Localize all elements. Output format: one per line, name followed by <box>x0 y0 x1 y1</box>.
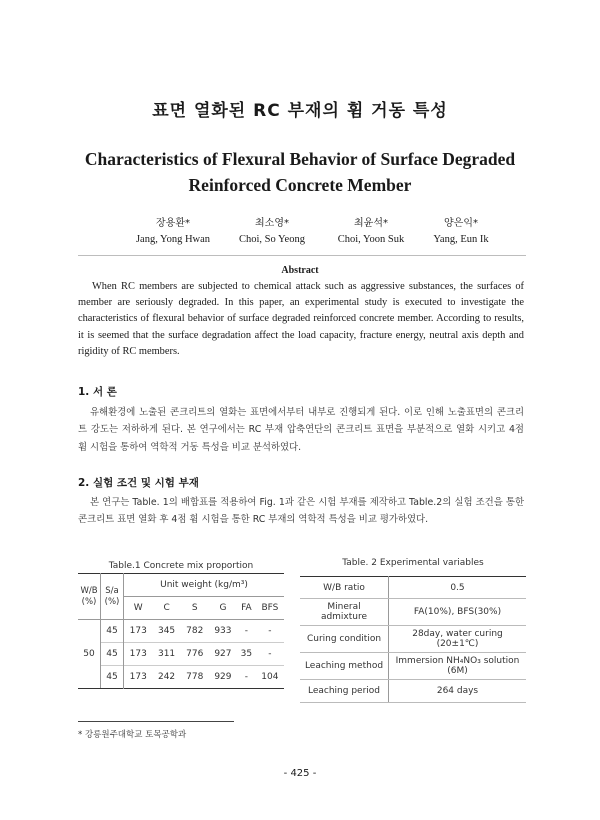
table-row <box>300 577 526 599</box>
table-cell-label: Curing condition <box>300 626 389 653</box>
table-cell: 927 <box>214 649 232 659</box>
author-1 <box>118 216 228 248</box>
paper-title-korean: 표면 열화된 RC 부재의 휨 거동 특성 <box>152 101 448 121</box>
table-cell: 778 <box>186 672 204 682</box>
abstract-heading: Abstract <box>281 265 319 276</box>
table-cell: 35 <box>240 649 253 659</box>
page-number: - 425 - <box>283 768 317 779</box>
author-name-english: Choi, So Yeong <box>239 234 305 245</box>
table-cell: 782 <box>186 626 204 636</box>
table-cell-label: W/B ratio <box>300 577 389 599</box>
author-name-korean: 양은익* <box>444 218 478 229</box>
table-cell: - <box>244 672 249 682</box>
table-column-header: G <box>219 603 227 613</box>
table-row <box>300 599 526 626</box>
table-cell: - <box>268 626 272 636</box>
table-cell-value: 0.5 <box>389 577 527 599</box>
table-cell-wb: 50 <box>78 620 101 689</box>
author-name-korean: 최윤석* <box>354 218 388 229</box>
section-1-heading: 1. 서 론 <box>78 386 117 398</box>
table-cell: 173 <box>129 649 147 659</box>
concrete-mix-table <box>78 573 284 689</box>
table-column-header: C <box>163 603 170 613</box>
table-cell-value: Immersion NH₄NO₃ solution (6M) <box>389 653 527 680</box>
table-1-caption: Table.1 Concrete mix proportion <box>108 561 254 571</box>
author-name-english: Choi, Yoon Suk <box>337 234 405 245</box>
table-cell: 45 <box>101 620 124 643</box>
table-row <box>78 666 284 689</box>
section-2-heading: 2. 실험 조건 및 시험 부재 <box>78 477 199 489</box>
table-cell: 345 <box>157 626 176 636</box>
table-cell: 933 <box>214 626 232 636</box>
table-column-header: W <box>133 603 143 613</box>
table-cell: 311 <box>157 649 176 659</box>
table-cell-value: FA(10%), BFS(30%) <box>389 599 527 626</box>
section-1-text: 유해환경에 노출된 콘크리트의 열화는 표면에서부터 내부로 진행되게 된다. 이로 인해 노출표면의 콘크리트 강도는 저하하게 된다. 본 연구에서는 RC 부재 압축연단의 콘크리트 표면을 부분적으로 열화 시키고 4점 휨 시험을 통하여 역학적 거동 특성을 비교 분석하였다. <box>78 407 524 453</box>
table-cell-value: 28day, water curing (20±1℃) <box>389 626 527 653</box>
table-row <box>300 680 526 703</box>
author-2 <box>217 216 327 248</box>
table-column-header: BFS <box>261 603 279 613</box>
table-cell: 104 <box>261 672 279 682</box>
table-cell: 45 <box>101 643 124 666</box>
author-name-korean: 최소영* <box>255 218 289 229</box>
table-header-unit-weight: Unit weight (kg/m³) <box>124 574 285 597</box>
author-name-korean: 장용환* <box>156 218 190 229</box>
paper-title-english: Characteristics of Flexural Behavior of Surface Degraded Reinforced Concrete Member <box>84 149 516 195</box>
table-row <box>78 620 284 643</box>
table-row <box>300 626 526 653</box>
table-cell: 929 <box>214 672 232 682</box>
abstract-text: When RC members are subjected to chemical attack such as aggressive substances, the surfaces of member are seriously degraded. In this paper, an experimental study is executed to investigate the characteristics of flexural behavior of surface degraded reinforced concrete member. According to results, it is seemed that the surface degradation affect the load capacity, fracture energy, neutral axis depth and rigidity of RC members. <box>78 281 524 357</box>
table-cell: 173 <box>129 672 147 682</box>
table-header-wb: W/B (%) <box>78 574 101 620</box>
table-cell: 45 <box>101 666 124 689</box>
table-row <box>78 643 284 666</box>
table-header-sa: S/a (%) <box>101 574 124 620</box>
table-cell: - <box>268 649 272 659</box>
footnote-divider <box>78 721 234 722</box>
table-cell-label: Leaching period <box>300 680 389 703</box>
table-cell-label: Mineral admixture <box>300 599 389 626</box>
table-row <box>300 653 526 680</box>
author-name-english: Yang, Eun Ik <box>433 234 489 245</box>
table-column-header: S <box>191 603 198 613</box>
footnote: * 강릉원주대학교 토목공학과 <box>78 730 187 740</box>
experimental-variables-table <box>300 576 526 703</box>
table-cell: 242 <box>157 672 176 682</box>
table-cell: - <box>244 626 249 636</box>
author-name-english: Jang, Yong Hwan <box>135 234 211 245</box>
table-cell-label: Leaching method <box>300 653 389 680</box>
table-cell: 776 <box>186 649 204 659</box>
table-column-header: FA <box>241 603 252 613</box>
author-4 <box>406 216 516 248</box>
header-divider <box>78 255 526 256</box>
table-cell: 173 <box>129 626 147 636</box>
table-cell-value: 264 days <box>389 680 527 703</box>
section-2-text: 본 연구는 Table. 1의 배합표를 적용하여 Fig. 1과 같은 시험 부재를 제작하고 Table.2의 실험 조건을 통한 콘크리트 표면 열화 후 4점 휨 시험을 통한 RC 부재의 역학적 특성을 비교 평가하였다. <box>78 497 524 526</box>
table-2-caption: Table. 2 Experimental variables <box>342 558 484 568</box>
